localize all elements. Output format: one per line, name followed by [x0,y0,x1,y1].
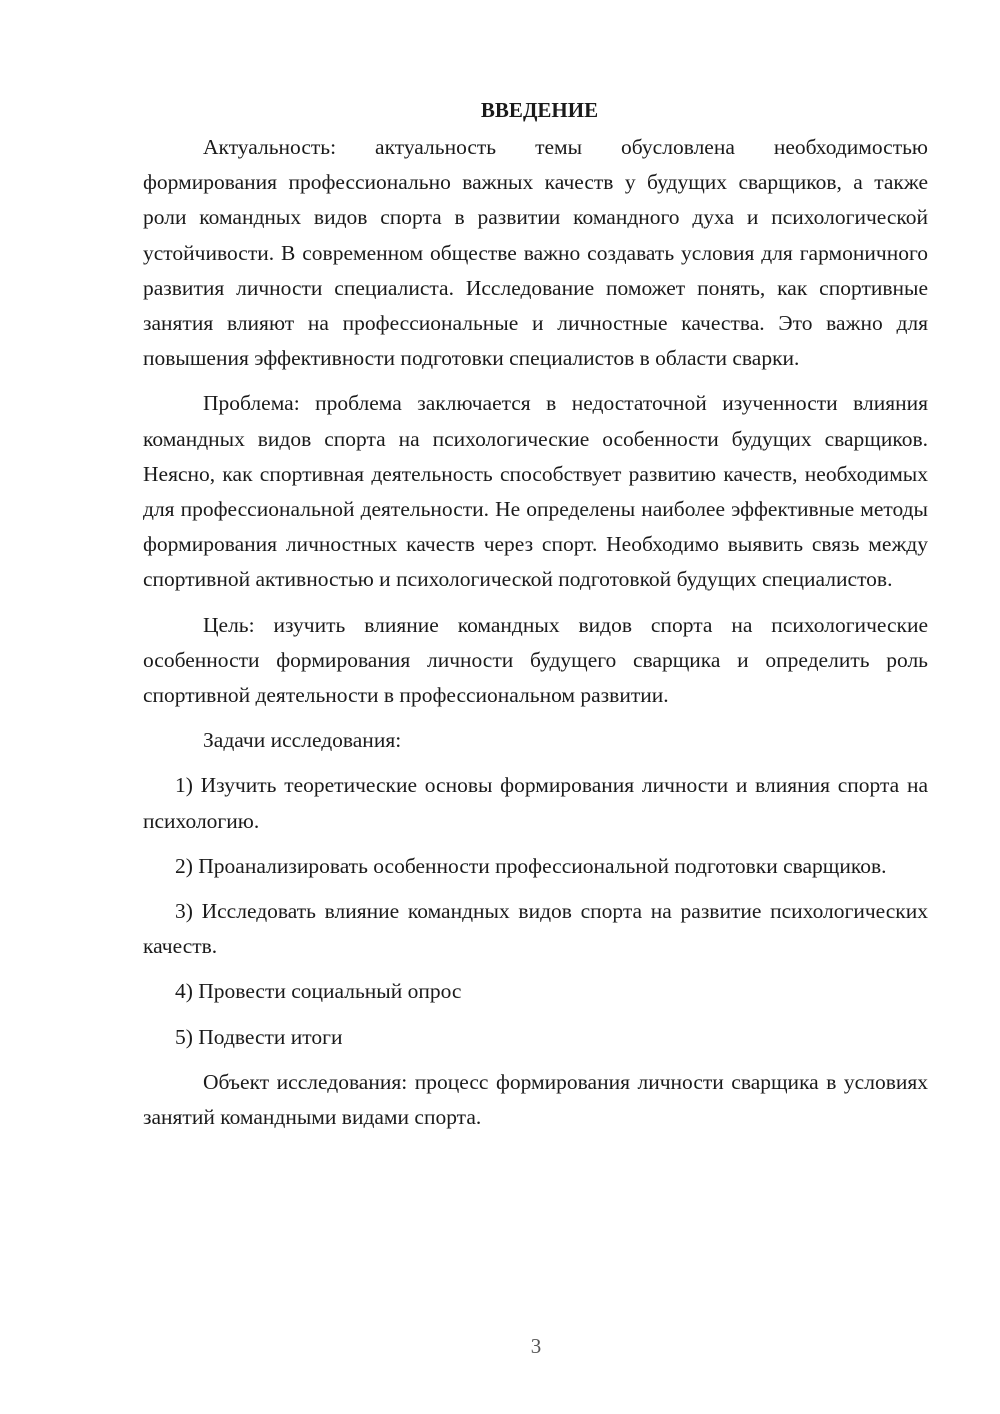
tasks-heading: Задачи исследования: [203,728,402,753]
object-paragraph: Объект исследования: процесс формирования личности сварщика в условиях занятий командными видами спорта. [143,1069,928,1130]
problem-paragraph: Проблема: проблема заключается в недостаточной изученности влияния командных видов спорта на психологические особенности будущих сварщиков. Неясно, как спортивная деятельность способствует развитию качеств, необходимых для профессиональной деятельности. Не определены наиболее эффективные методы формирования личностных качеств через спорт. Необходимо выявить связь между спортивной активностью и психологической подготовкой будущих специалистов. [143,391,928,592]
goal-paragraph: Цель: изучить влияние командных видов спорта на психологические особенности формирования личности будущего сварщика и определить роль спортивной деятельности в профессиональном развитии. [143,612,928,708]
relevance-paragraph: Актуальность: актуальность темы обусловлена необходимостью формирования профессионально важных качеств у будущих сварщиков, а также роли командных видов спорта в развитии командного духа и психологической устойчивости. В современном обществе важно создавать условия для гармоничного развития личности специалиста. Исследование поможет понять, как спортивные занятия влияют на профессиональные и личностные качества. Это важно для повышения эффективности подготовки специалистов в области сварки. [143,135,928,371]
document-page [143,92,928,1145]
section-heading: ВВЕДЕНИЕ [480,98,599,122]
task-item-4: 4) Провести социальный опрос [175,979,462,1004]
task-item-2: 2) Проанализировать особенности профессиональной подготовки сварщиков. [175,853,887,878]
task-item-5: 5) Подвести итоги [175,1024,343,1049]
task-item-1: 1) Изучить теоретические основы формирования личности и влияния спорта на психологию. [143,773,928,833]
page-number: 3 [530,1334,542,1358]
task-item-3: 3) Исследовать влияние командных видов спорта на развитие психологических качеств. [143,899,928,959]
